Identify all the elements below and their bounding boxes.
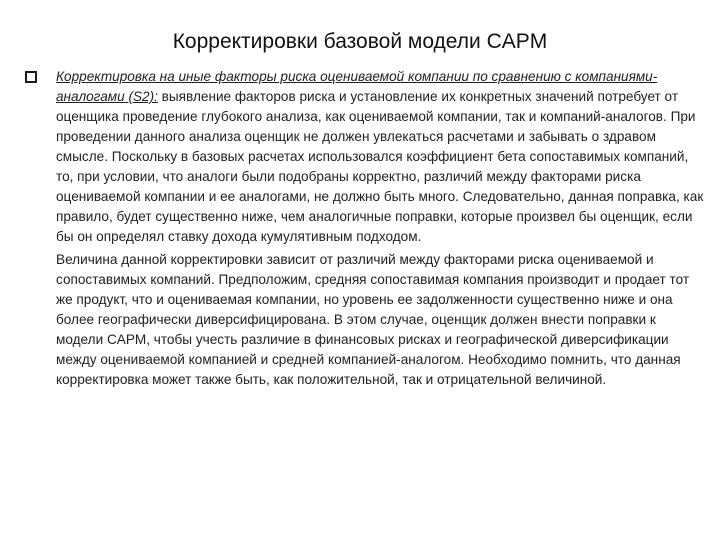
bullet-text: выявление факторов риска и установление их конкретных значений потребует от оценщика проведение глубокого анализа, как оцениваемой компании, так и компаний-аналогов. При проведении данного анализа оценщик не должен увлекаться расчетами и забывать о здравом смысле. Поскольку в базовых расчетах использовался коэффициент бета сопоставимых компаний, то, при условии, что аналоги были подобраны корректно, различий между факторами риска оцениваемой компании и ее аналогами, не должно быть много. Следовательно, данная поправка, как правило, будет существенно ниже, чем аналогичные поправки, которые произвел бы оценщик, если бы он определял ставку дохода кумулятивным подходом. [56, 89, 704, 244]
hollow-square-bullet-icon [25, 71, 37, 83]
bullet-lead: Корректировка на иные факторы риска оцениваемой компании по сравнению с компаниями-аналогами (S2): [56, 69, 658, 104]
second-paragraph: Величина данной корректировки зависит от различий между факторами риска оцениваемой и сопоставимых компаний. Предположим, средняя сопоставимая компания производит и продает тот же продукт, что и оцениваемая компании, но уровень ее задолженности существенно ниже и она более географически диверсифицирована. В этом случае, оценщик должен внести поправки к модели CAPM, чтобы учесть различие в финансовых рисках и географической диверсификации между оцениваемой компанией и средней компанией-аналогом. Необходимо помнить, что данная корректировка может также быть, как положительной, так и отрицательной величиной. [56, 252, 690, 387]
slide-title: Корректировки базовой модели CAPM [172, 30, 548, 53]
slide-body [56, 67, 706, 390]
bullet-paragraph [56, 67, 706, 247]
